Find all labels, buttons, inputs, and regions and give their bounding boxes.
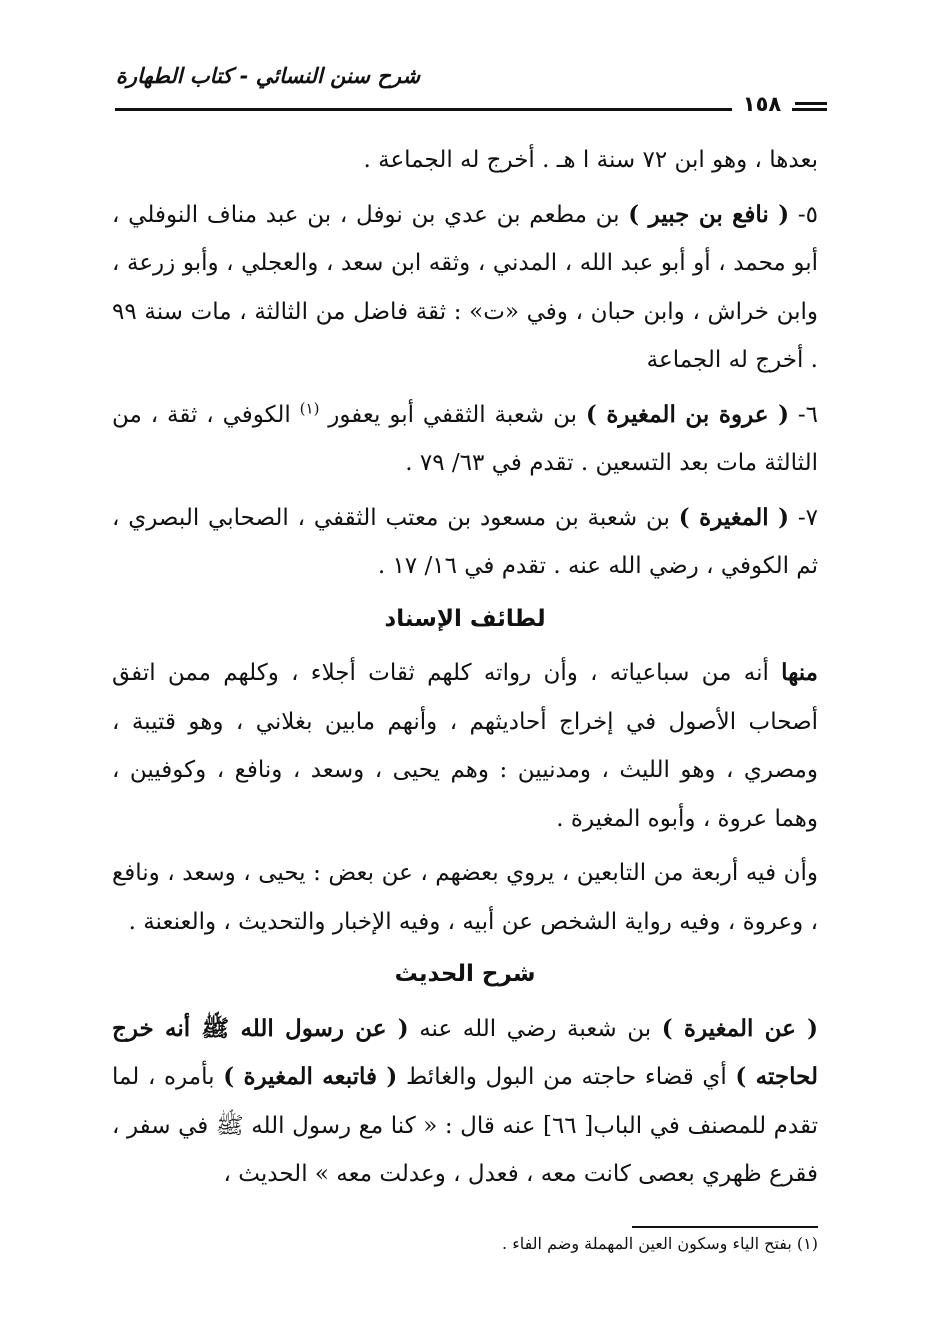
text-segment: وأن فيه أربعة من التابعين ، يروي بعضهم ، عن بعض : يحيى ، وسعد ، ونافع ، وعروة ، وفيه رواية الشخص عن أبيه ، وفيه الإخبار والتحديث ، والعنعنة . bbox=[112, 860, 818, 935]
sharh-paragraphs bbox=[112, 1005, 818, 1199]
bold-term: ( المغيرة ) bbox=[678, 503, 790, 531]
text-segment: أنه من سباعياته ، وأن رواته كلهم ثقات أجلاء ، وكلهم ممن اتفق أصحاب الأصول في إخراج أحاديثهم ، وأنهم مابين بغلاني ، وهو قتيبة ، ومصري ، وهو الليث ، ومدنيين : وهم يحيى ، وسعد ، ونافع ، وكوفيين ، وهما عروة ، وأبوه المغيرة . bbox=[112, 660, 818, 832]
running-title: شرح سنن النسائي - كتاب الطهارة bbox=[115, 64, 421, 88]
paragraph bbox=[112, 849, 818, 946]
header-rule bbox=[115, 108, 827, 111]
text-segment: بن شعبة رضي الله عنه bbox=[408, 1015, 662, 1042]
footnote: (١) بفتح الياء وسكون العين المهملة وضم الفاء . bbox=[502, 1234, 818, 1253]
narrator-paragraphs bbox=[112, 136, 818, 591]
paragraph bbox=[112, 136, 818, 185]
header-rule-extension bbox=[795, 102, 827, 105]
paragraph bbox=[112, 649, 818, 843]
text-segment: ٥- bbox=[789, 201, 818, 228]
footnote-rule bbox=[632, 1226, 818, 1228]
isnad-paragraphs bbox=[112, 649, 818, 946]
text-segment: بن شعبة الثقفي أبو يعفور bbox=[319, 401, 586, 428]
body-text bbox=[112, 136, 818, 1201]
bold-term: ( عن المغيرة ) bbox=[661, 1014, 818, 1042]
paragraph bbox=[112, 391, 818, 488]
paragraph bbox=[112, 191, 818, 385]
text-segment: أي قضاء حاجته من البول والغائط bbox=[397, 1064, 736, 1090]
bold-term: ( عن رسول الله ﷺ أنه خرج لحاجته ) bbox=[112, 1014, 818, 1090]
text-segment: بن مطعم بن عدي بن نوفل ، بن عبد مناف النوفلي ، أبو محمد ، أو أبو عبد الله ، المدني ، وثقه ابن سعد ، والعجلي ، وأبو زرعة ، وابن خراش ، وابن حبان ، وفي «ت» : ثقة فاضل من الثالثة ، مات سنة ٩٩ . أخرج له الجماعة bbox=[112, 201, 818, 373]
paragraph bbox=[112, 1005, 818, 1199]
text-segment: بعدها ، وهو ابن ٧٢ سنة ا هـ . أخرج له الجماعة . bbox=[363, 147, 818, 173]
text-segment: بن شعبة بن مسعود بن معتب الثقفي ، الصحابي البصري ، ثم الكوفي ، رضي الله عنه . تقدم في ١٦/ ١٧ . bbox=[112, 504, 818, 579]
bold-term: ( نافع بن جبير ) bbox=[628, 200, 790, 228]
heading-isnad: لطائف الإسناد bbox=[384, 605, 546, 632]
text-segment: الكوفي ، ثقة ، من الثالثة مات بعد التسعين . تقدم في ٦٣/ ٧٩ . bbox=[112, 401, 818, 476]
text-segment: ٧- bbox=[789, 504, 818, 531]
heading-sharh: شرح الحديث bbox=[394, 961, 536, 987]
text-segment: بأمره ، لما تقدم للمصنف في الباب[ ٦٦] عنه قال : « كنا مع رسول الله ﷺ في سفر ، فقرع ظهري بعصى كانت معه ، فعدل ، وعدلت معه » الحديث ، bbox=[112, 1064, 819, 1187]
bold-term: ( عروة بن المغيرة ) bbox=[585, 400, 789, 428]
footnote-ref: (١) bbox=[299, 398, 320, 417]
paragraph bbox=[112, 494, 818, 591]
bold-term: منها bbox=[781, 659, 818, 686]
text-segment: ٦- bbox=[788, 401, 818, 428]
page-number: ١٥٨ bbox=[732, 92, 792, 116]
bold-term: ( فاتبعه المغيرة ) bbox=[223, 1063, 398, 1090]
